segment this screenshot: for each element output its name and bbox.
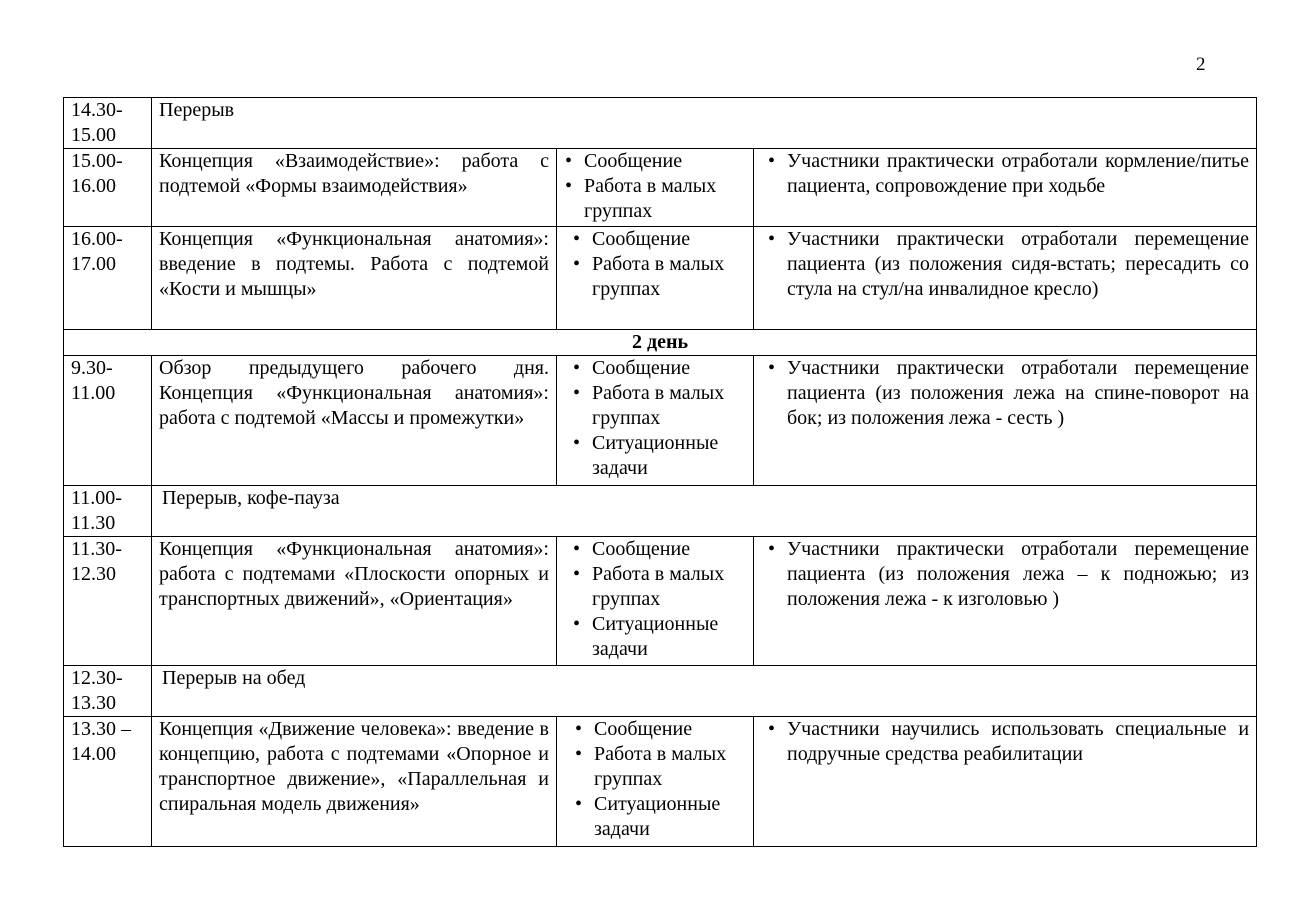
methods-cell	[557, 537, 754, 666]
time-cell: 16.00- 17.00	[64, 227, 152, 330]
break-cell: Перерыв на обед	[152, 666, 1257, 717]
table-row	[64, 227, 1257, 330]
method-item: • Сообщение	[584, 149, 746, 174]
table-row	[64, 717, 1257, 847]
page-number: 2	[1196, 54, 1206, 75]
topic-cell: Концепция «Функциональная анатомия»: введение в подтемы. Работа с подтемой «Кости и мышцы»	[152, 227, 557, 330]
results-cell	[754, 717, 1257, 847]
time-cell: 13.30 – 14.00	[64, 717, 152, 847]
methods-cell	[557, 356, 754, 486]
results-cell	[754, 537, 1257, 666]
methods-cell	[557, 717, 754, 847]
result-item: • Участники практически отработали кормление/питье пациента, сопровождение при ходьбе	[787, 149, 1249, 199]
method-item: • Ситуационные задачи	[592, 431, 746, 481]
table-row	[64, 356, 1257, 486]
result-item: • Участники практически отработали перемещение пациента (из положения лежа на спине-поворот на бок; из положения лежа - сесть )	[787, 356, 1249, 431]
table-row	[64, 149, 1257, 227]
methods-cell	[557, 227, 754, 330]
topic-cell: Концепция «Функциональная анатомия»: работа с подтемами «Плоскости опорных и транспортных движений», «Ориентация»	[152, 537, 557, 666]
method-item: • Сообщение	[592, 356, 746, 381]
method-item: • Работа в малых группах	[592, 252, 746, 302]
result-item: • Участники практически отработали перемещение пациента (из положения лежа – к подножью; из положения лежа - к изголовью )	[787, 537, 1249, 612]
method-item: • Сообщение	[592, 227, 746, 252]
table-row-break	[64, 98, 1257, 149]
time-cell: 14.30- 15.00	[64, 98, 152, 149]
results-cell	[754, 227, 1257, 330]
schedule-table	[63, 97, 1257, 847]
table-row	[64, 537, 1257, 666]
method-item: • Сообщение	[594, 717, 746, 742]
table-row-break	[64, 666, 1257, 717]
methods-cell	[557, 149, 754, 227]
time-cell: 11.00- 11.30	[64, 486, 152, 537]
break-cell: Перерыв, кофе-пауза	[152, 486, 1257, 537]
time-cell: 11.30- 12.30	[64, 537, 152, 666]
topic-cell: Концепция «Движение человека»: введение в концепцию, работа с подтемами «Опорное и транспортное движение», «Параллельная и спиральная модель движения»	[152, 717, 557, 847]
method-item: • Работа в малых группах	[594, 742, 746, 792]
day-header: 2 день	[64, 330, 1257, 356]
method-item: • Сообщение	[592, 537, 746, 562]
topic-cell: Концепция «Взаимодействие»: работа с подтемой «Формы взаимодействия»	[152, 149, 557, 227]
time-cell: 9.30- 11.00	[64, 356, 152, 486]
topic-cell: Обзор предыдущего рабочего дня. Концепция «Функциональная анатомия»: работа с подтемой «Массы и промежутки»	[152, 356, 557, 486]
time-cell: 12.30- 13.30	[64, 666, 152, 717]
method-item: • Работа в малых группах	[592, 562, 746, 612]
break-cell: Перерыв	[152, 98, 1257, 149]
time-cell: 15.00- 16.00	[64, 149, 152, 227]
table-row-break	[64, 486, 1257, 537]
result-item: • Участники практически отработали перемещение пациента (из положения сидя-встать; пересадить со стула на стул/на инвалидное кресло)	[787, 227, 1249, 302]
result-item: • Участники научились использовать специальные и подручные средства реабилитации	[787, 717, 1249, 767]
results-cell	[754, 356, 1257, 486]
results-cell	[754, 149, 1257, 227]
method-item: • Работа в малых группах	[584, 174, 746, 224]
method-item: • Ситуационные задачи	[594, 792, 746, 842]
method-item: • Работа в малых группах	[592, 381, 746, 431]
day-header-row	[64, 330, 1257, 356]
method-item: • Ситуационные задачи	[592, 612, 746, 662]
